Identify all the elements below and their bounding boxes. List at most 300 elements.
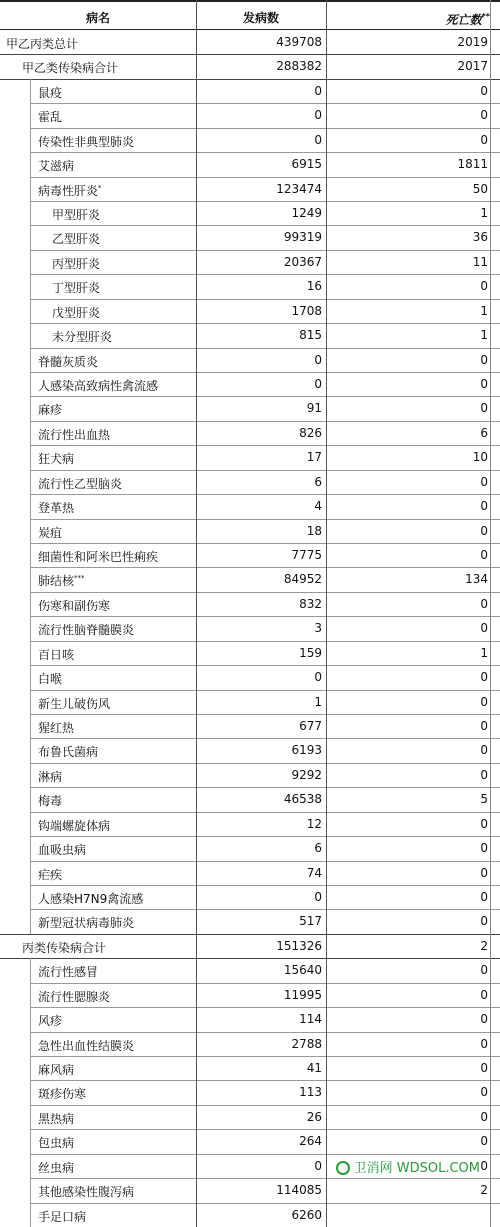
- row-divider: [30, 641, 500, 642]
- case-count: 18: [306, 523, 322, 538]
- case-count: 159: [299, 645, 322, 660]
- disease-name-text: 白喉: [38, 672, 63, 687]
- table-row: [0, 592, 500, 616]
- death-count: 0: [480, 83, 488, 98]
- case-count: 832: [299, 596, 322, 611]
- case-count: 0: [314, 83, 322, 98]
- death-count: 10: [472, 450, 488, 465]
- death-count: 1: [480, 303, 488, 318]
- case-count: 439708: [276, 35, 322, 49]
- case-count: 17: [306, 450, 322, 465]
- footnote-mark: *: [98, 183, 102, 192]
- row-divider: [30, 299, 500, 300]
- death-count: 11: [472, 254, 488, 269]
- disease-name-text: 疟疾: [38, 867, 63, 882]
- disease-name: [38, 743, 98, 760]
- death-count: 0: [480, 865, 488, 880]
- case-count: 0: [314, 108, 322, 123]
- disease-name-text: 梅毒: [38, 794, 63, 809]
- table-row: [0, 152, 500, 176]
- disease-name-text: 斑疹伤寒: [38, 1087, 87, 1102]
- row-divider: [0, 79, 500, 80]
- death-count: 0: [480, 743, 488, 758]
- death-count: 0: [480, 816, 488, 831]
- row-divider: [30, 103, 500, 104]
- case-count: 11995: [283, 987, 322, 1002]
- table-row: [0, 201, 500, 225]
- column-header-disease-name: 病名: [85, 11, 110, 25]
- case-count: 264: [299, 1134, 322, 1149]
- case-count: 7775: [291, 548, 322, 563]
- row-divider: [30, 372, 500, 373]
- death-count: 2: [480, 1183, 488, 1198]
- case-count: 15640: [283, 963, 322, 978]
- row-divider: [30, 348, 500, 349]
- site-watermark: [336, 1157, 480, 1176]
- disease-name: [52, 279, 100, 296]
- case-count: 517: [299, 914, 322, 929]
- disease-name: [38, 670, 62, 687]
- case-count: 1: [314, 694, 322, 709]
- case-count: 0: [314, 670, 322, 685]
- row-divider: [30, 1032, 500, 1033]
- row-divider: [30, 592, 500, 593]
- death-count: 0: [480, 719, 488, 734]
- column-divider-deaths: [326, 0, 327, 1227]
- disease-name: [38, 499, 74, 516]
- death-count: 2019: [457, 35, 488, 49]
- disease-name-text: 流行性腮腺炎: [38, 989, 111, 1004]
- row-divider: [30, 567, 500, 568]
- disease-name: [38, 695, 110, 712]
- death-count: 0: [480, 914, 488, 929]
- row-divider: [30, 225, 500, 226]
- death-count: 0: [480, 841, 488, 856]
- disease-name: [38, 963, 98, 980]
- table-row: [0, 909, 500, 933]
- row-divider: [0, 958, 500, 959]
- disease-name: [22, 59, 118, 76]
- table-row: [0, 323, 500, 347]
- death-count: 0: [480, 890, 488, 905]
- case-count: 99319: [283, 230, 322, 245]
- row-divider: [30, 812, 500, 813]
- table-row: [0, 54, 500, 78]
- case-count: 677: [299, 719, 322, 734]
- death-count: 36: [472, 230, 488, 245]
- death-count: 0: [480, 279, 488, 294]
- disease-name-text: 丝虫病: [38, 1160, 75, 1175]
- table-row: [0, 738, 500, 762]
- death-count: 0: [480, 621, 488, 636]
- case-count: 41: [306, 1061, 322, 1076]
- disease-name-text: 登革热: [38, 501, 75, 516]
- row-divider: [30, 714, 500, 715]
- case-count: 0: [314, 377, 322, 392]
- row-divider: [30, 665, 500, 666]
- disease-name: [38, 84, 62, 101]
- disease-name: [38, 133, 134, 150]
- row-divider: [30, 690, 500, 691]
- disease-name-text: 风疹: [38, 1014, 63, 1029]
- row-divider: [30, 1105, 500, 1106]
- disease-name: [38, 621, 134, 638]
- disease-name: [52, 230, 100, 247]
- table-row: [0, 1080, 500, 1104]
- disease-name-text: 淋病: [38, 769, 63, 784]
- row-divider: [30, 421, 500, 422]
- death-count: 0: [480, 523, 488, 538]
- disease-name: [38, 1061, 74, 1078]
- footnote-mark: ***: [74, 574, 85, 583]
- case-count: 113: [299, 1085, 322, 1100]
- disease-name-text: 传染性非典型肺炎: [38, 134, 135, 149]
- disease-name-text: 肺结核: [38, 574, 75, 589]
- table-row: [0, 641, 500, 665]
- disease-name-text: 细菌性和阿米巴性痢疾: [38, 550, 159, 565]
- disease-name: [38, 914, 134, 931]
- table-row: [0, 79, 500, 103]
- disease-name: [38, 401, 62, 418]
- disease-name: [38, 1085, 86, 1102]
- death-count: 1: [480, 328, 488, 343]
- disease-name: [52, 328, 112, 345]
- disease-name-text: 麻风病: [38, 1063, 75, 1078]
- table-right-edge: [490, 0, 491, 1227]
- column-header-deaths: [326, 11, 490, 28]
- row-divider: [0, 934, 500, 935]
- case-count: 0: [314, 352, 322, 367]
- death-count: 0: [480, 1012, 488, 1027]
- disease-name: [38, 646, 74, 663]
- row-divider: [30, 1080, 500, 1081]
- table-row: [0, 519, 500, 543]
- death-count: 0: [480, 474, 488, 489]
- disease-name: [52, 206, 100, 223]
- disease-name-text: 丙型肝炎: [52, 256, 101, 271]
- case-count: 12: [306, 816, 322, 831]
- row-divider: [30, 1178, 500, 1179]
- row-divider: [30, 250, 500, 251]
- disease-name: [38, 1183, 134, 1200]
- death-count: 0: [480, 548, 488, 563]
- table-row: [0, 1032, 500, 1056]
- case-count: 20367: [283, 254, 322, 269]
- case-count: 6: [314, 474, 322, 489]
- deaths-header-label: 死亡数: [445, 13, 482, 27]
- table-row: [0, 250, 500, 274]
- case-count: 1249: [291, 206, 322, 220]
- table-row: [0, 1007, 500, 1031]
- disease-name-text: 黑热病: [38, 1111, 75, 1126]
- case-count: 1708: [291, 303, 322, 318]
- case-count: 4: [314, 499, 322, 514]
- case-count: 0: [314, 1158, 322, 1173]
- disease-name: [38, 426, 110, 443]
- disease-name-text: 人感染H7N9禽流感: [38, 892, 144, 907]
- table-row: [0, 836, 500, 860]
- table-row: [0, 421, 500, 445]
- disease-name-text: 未分型肝炎: [52, 330, 113, 345]
- disease-name: [38, 182, 102, 199]
- row-divider: [30, 1056, 500, 1057]
- table-row: [0, 885, 500, 909]
- death-count: 0: [480, 1036, 488, 1051]
- disease-name-text: 流行性出血热: [38, 427, 111, 442]
- row-divider: [30, 1007, 500, 1008]
- disease-name-text: 霍乱: [38, 110, 63, 125]
- disease-name: [38, 450, 74, 467]
- death-count: 1811: [457, 157, 488, 172]
- disease-name-text: 艾滋病: [38, 159, 75, 174]
- case-count: 815: [299, 328, 322, 343]
- disease-name-text: 流行性乙型脑炎: [38, 476, 123, 491]
- death-count: 0: [480, 1085, 488, 1100]
- disease-name: [38, 1110, 74, 1127]
- case-count: 114: [299, 1012, 322, 1027]
- case-count: 84952: [283, 572, 322, 587]
- death-count: 1: [480, 206, 488, 220]
- death-count: 6: [480, 425, 488, 440]
- death-count: 0: [480, 670, 488, 685]
- table-row: [0, 225, 500, 249]
- death-count: 0: [480, 352, 488, 367]
- row-divider: [30, 494, 500, 495]
- disease-name: [6, 35, 78, 52]
- table-row: [0, 714, 500, 738]
- case-count: 9292: [291, 767, 322, 782]
- case-count: 826: [299, 425, 322, 440]
- disease-name: [38, 377, 158, 394]
- row-divider: [30, 152, 500, 153]
- row-divider: [30, 983, 500, 984]
- table-row: [0, 1203, 500, 1227]
- row-divider: [30, 470, 500, 471]
- indent-rule-class-a-b: [30, 79, 31, 934]
- disease-name-text: 血吸虫病: [38, 843, 87, 858]
- disease-name: [38, 548, 158, 565]
- case-count: 6260: [291, 1207, 322, 1222]
- table-row: [0, 958, 500, 982]
- row-divider: [30, 128, 500, 129]
- case-count: 0: [314, 890, 322, 905]
- table-row: [0, 1178, 500, 1202]
- row-divider: [30, 396, 500, 397]
- table-row: [0, 494, 500, 518]
- table-row: [0, 543, 500, 567]
- column-divider-cases: [196, 0, 197, 1227]
- disease-name-text: 手足口病: [38, 1209, 87, 1224]
- disease-name: [52, 304, 100, 321]
- disease-name-text: 伤寒和副伤寒: [38, 598, 111, 613]
- disease-name-text: 丁型肝炎: [52, 281, 101, 296]
- table-row: [0, 299, 500, 323]
- disease-name-text: 炭疽: [38, 525, 63, 540]
- table-row: [0, 763, 500, 787]
- case-count: 16: [306, 279, 322, 294]
- disease-name-text: 流行性感冒: [38, 965, 99, 980]
- death-count: 0: [480, 963, 488, 978]
- disease-name: [38, 1208, 86, 1225]
- table-row: [0, 787, 500, 811]
- death-count: 5: [480, 792, 488, 807]
- disease-name-text: 病毒性肝炎: [38, 183, 99, 198]
- disease-name: [22, 939, 106, 956]
- disease-name: [38, 108, 62, 125]
- table-row: [0, 103, 500, 127]
- table-row: [0, 1105, 500, 1129]
- disease-name-text: 麻疹: [38, 403, 63, 418]
- row-divider: [30, 274, 500, 275]
- disease-name-text: 人感染高致病性禽流感: [38, 379, 159, 394]
- case-count: 6193: [291, 743, 322, 758]
- row-divider: [30, 323, 500, 324]
- disease-name-text: 甲乙类传染病合计: [22, 61, 119, 76]
- disease-name-text: 包虫病: [38, 1136, 75, 1151]
- table-row: [0, 1129, 500, 1153]
- case-count: 26: [306, 1109, 322, 1124]
- table-row: [0, 983, 500, 1007]
- table-row: [0, 690, 500, 714]
- disease-name: [38, 475, 122, 492]
- table-header: [0, 0, 500, 30]
- disease-name-text: 布鲁氏菌病: [38, 745, 99, 760]
- death-count: 0: [480, 694, 488, 709]
- disease-name-text: 丙类传染病合计: [22, 940, 107, 955]
- disease-name: [38, 1134, 74, 1151]
- table-row: [0, 396, 500, 420]
- death-count: 1: [480, 645, 488, 660]
- table-row: [0, 665, 500, 689]
- disease-name-text: 乙型肝炎: [52, 232, 101, 247]
- column-header-cases: 发病数: [242, 11, 279, 25]
- death-count: 0: [480, 132, 488, 147]
- case-count: 74: [306, 865, 322, 880]
- row-divider: [30, 1154, 500, 1155]
- death-count: 0: [480, 767, 488, 782]
- death-count: 0: [480, 499, 488, 514]
- death-count: 50: [472, 181, 488, 196]
- table-row: [0, 274, 500, 298]
- death-count: 0: [480, 377, 488, 392]
- row-divider: [30, 445, 500, 446]
- table-row: [0, 348, 500, 372]
- disease-name: [38, 1037, 134, 1054]
- table-row: [0, 616, 500, 640]
- disease-name: [38, 719, 74, 736]
- disease-name: [38, 792, 62, 809]
- table-row: [0, 1056, 500, 1080]
- death-count: 0: [480, 108, 488, 123]
- row-divider: [30, 543, 500, 544]
- row-divider: [0, 54, 500, 55]
- case-count: 151326: [276, 938, 322, 953]
- case-count: 6: [314, 841, 322, 856]
- disease-name-text: 甲型肝炎: [52, 208, 101, 222]
- disease-name-text: 脊髓灰质炎: [38, 354, 99, 369]
- disease-name-text: 甲乙丙类总计: [6, 37, 79, 51]
- disease-name: [38, 817, 110, 834]
- row-divider: [30, 885, 500, 886]
- disease-name: [52, 255, 100, 272]
- disease-name-text: 其他感染性腹泻病: [38, 1185, 135, 1200]
- disease-name: [38, 597, 110, 614]
- disease-name: [38, 1012, 62, 1029]
- case-count: 46538: [283, 792, 322, 807]
- disease-name-text: 猩红热: [38, 721, 75, 736]
- watermark-text: 卫消网 WDSOL.COM: [353, 1161, 480, 1176]
- death-count: 0: [480, 1109, 488, 1124]
- table-row: [0, 30, 500, 54]
- disease-name-text: 狂犬病: [38, 452, 75, 467]
- watermark-logo-icon: [336, 1161, 350, 1175]
- row-divider: [30, 909, 500, 910]
- case-count: 91: [306, 401, 322, 416]
- disease-name: [38, 1159, 74, 1176]
- case-count: 6915: [291, 157, 322, 172]
- table-row: [0, 128, 500, 152]
- row-divider: [30, 177, 500, 178]
- case-count: 123474: [276, 181, 322, 196]
- disease-name-text: 钩端螺旋体病: [38, 818, 111, 833]
- table-row: [0, 177, 500, 201]
- death-count: 2017: [457, 59, 488, 74]
- row-divider: [30, 787, 500, 788]
- row-divider: [30, 763, 500, 764]
- table-row: [0, 445, 500, 469]
- disease-name-text: 急性出血性结膜炎: [38, 1038, 135, 1053]
- row-divider: [30, 738, 500, 739]
- table-row: [0, 934, 500, 958]
- row-divider: [30, 1203, 500, 1204]
- disease-name-text: 百日咳: [38, 647, 75, 662]
- row-divider: [30, 1129, 500, 1130]
- death-count: 134: [465, 572, 488, 587]
- table-row: [0, 812, 500, 836]
- row-divider: [30, 861, 500, 862]
- indent-rule-class-c: [30, 958, 31, 1227]
- disease-name: [38, 866, 62, 883]
- disease-name: [38, 353, 98, 370]
- disease-name: [38, 157, 74, 174]
- row-divider: [30, 201, 500, 202]
- death-count: 0: [480, 401, 488, 416]
- deaths-header-footnote-mark: **: [481, 12, 490, 21]
- disease-name-text: 戊型肝炎: [52, 305, 101, 320]
- death-count: 0: [480, 1061, 488, 1076]
- death-count: 0: [480, 987, 488, 1002]
- table-row: [0, 567, 500, 591]
- death-count: 0: [480, 1134, 488, 1149]
- case-count: 114085: [276, 1183, 322, 1198]
- death-count: 0: [480, 596, 488, 611]
- disease-name: [38, 768, 62, 785]
- disease-name-text: 鼠疫: [38, 85, 63, 100]
- case-count: 2788: [291, 1036, 322, 1051]
- table-row: [0, 861, 500, 885]
- disease-name-text: 新生儿破伤风: [38, 696, 111, 711]
- death-count: 0: [480, 1158, 488, 1173]
- row-divider: [30, 616, 500, 617]
- death-count: 2: [480, 938, 488, 953]
- disease-name-text: 流行性脑脊髓膜炎: [38, 623, 135, 638]
- case-count: 288382: [276, 59, 322, 74]
- case-count: 3: [314, 621, 322, 636]
- disease-name: [38, 890, 143, 907]
- table-row: [0, 470, 500, 494]
- table-row: [0, 372, 500, 396]
- disease-name: [38, 572, 85, 589]
